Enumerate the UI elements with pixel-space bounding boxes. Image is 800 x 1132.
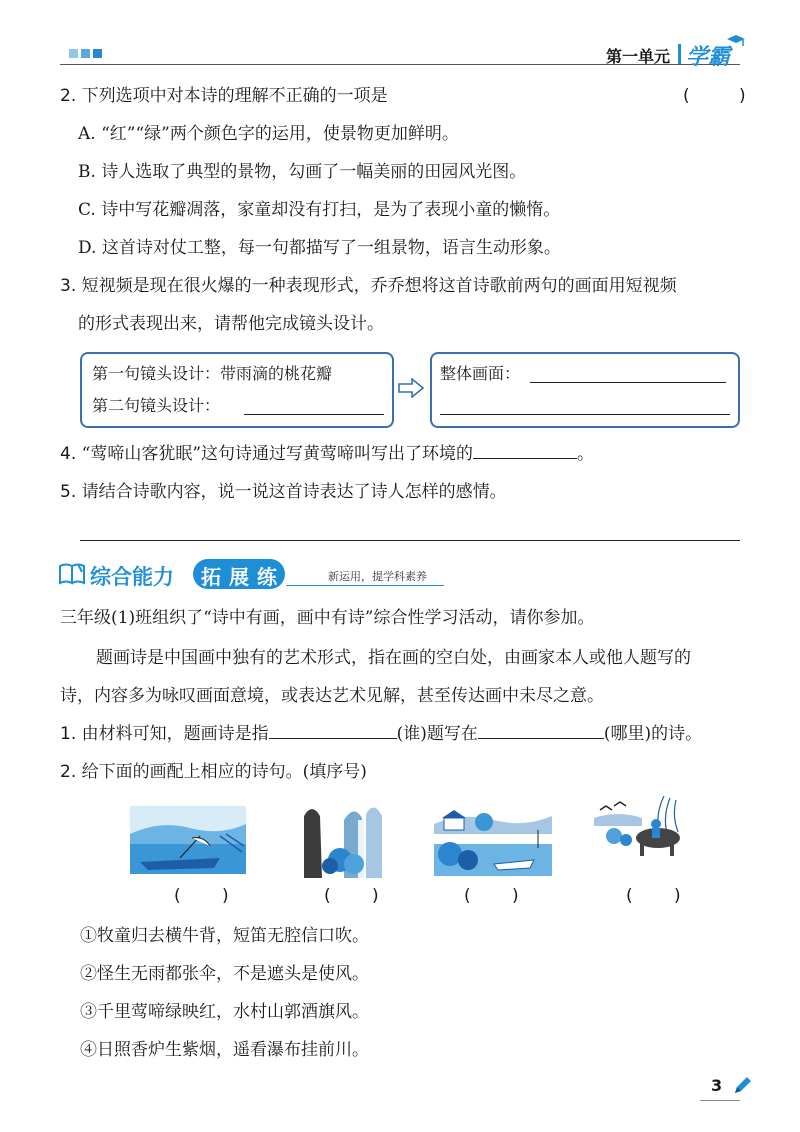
aq1-blank-who[interactable] (269, 737, 397, 739)
aq1-text: 1. 由材料可知，题画诗是指 (谁)题写在 (哪里)的诗。 (60, 724, 703, 744)
q2-stem: 2. 下列选项中对本诗的理解不正确的一项是 (60, 86, 388, 106)
q4-blank[interactable] (473, 457, 577, 459)
picture-3-answer[interactable]: ( ) (464, 886, 537, 906)
badge-char-3: 练 (257, 565, 277, 589)
poem-3: ③千里莺啼绿映红，水村山郭酒旗风。 (80, 1002, 369, 1022)
book-icon (58, 562, 88, 586)
q2-option-a: A. “红”“绿”两个颜色字的运用，使景物更加鲜明。 (78, 124, 459, 144)
village-river-painting (434, 804, 552, 876)
activity-intro: 三年级(1)班组织了“诗中有画，画中有诗”综合性学习活动，请你参加。 (60, 608, 595, 628)
header-decoration (69, 49, 103, 58)
poem-2: ②怪生无雨都张伞，不是遮头是使风。 (80, 964, 369, 984)
section-underline (286, 585, 444, 586)
q2-option-d: D. 这首诗对仗工整，每一句都描写了一组景物，语言生动形象。 (78, 238, 561, 258)
poem-4: ④日照香炉生紫烟，遥看瀑布挂前川。 (80, 1040, 369, 1060)
badge-char-1: 拓 (201, 565, 221, 589)
section-subtitle: 新运用，提学科素养 (328, 570, 427, 583)
material-line2: 诗，内容多为咏叹画面意境，或表达艺术见解，甚至传达画中未尽之意。 (60, 686, 604, 706)
arrow-right-icon (398, 378, 424, 398)
picture-1-answer[interactable]: ( ) (174, 886, 247, 906)
herdboy-ox-painting (594, 796, 688, 860)
picture-4-answer[interactable]: ( ) (626, 886, 699, 906)
overall-blank-2[interactable] (440, 414, 730, 415)
overall-blank-1[interactable] (530, 382, 726, 383)
pen-icon (732, 1076, 752, 1096)
q2-option-b: B. 诗人选取了典型的景物，勾画了一幅美丽的田园风光图。 (78, 162, 527, 182)
q5-answer-line[interactable] (80, 540, 740, 541)
waterfall-mountain-painting (300, 800, 386, 878)
overall-label: 整体画面： (440, 364, 521, 383)
q4-text: 4. “莺啼山客犹眠”这句诗通过写黄莺啼叫写出了环境的 。 (60, 444, 595, 464)
shot2-label: 第二句镜头设计： (92, 396, 221, 415)
material-line1: 题画诗是中国画中独有的艺术形式，指在画的空白处，由画家本人或他人题写的 (96, 648, 691, 668)
q5-text: 5. 请结合诗歌内容，说一说这首诗表达了诗人怎样的感情。 (60, 482, 507, 502)
shot-design-box (80, 352, 394, 428)
footer-rule (700, 1100, 740, 1101)
shot2-blank[interactable] (244, 414, 384, 415)
overall-scene-box (430, 352, 740, 428)
boat-sail-painting (130, 806, 246, 874)
badge-char-2: 展 (229, 565, 249, 589)
graduation-cap-icon (726, 34, 746, 48)
aq2-text: 2. 给下面的画配上相应的诗句。(填序号) (60, 762, 367, 782)
page-number: 3 (711, 1076, 723, 1095)
picture-2-answer[interactable]: ( ) (324, 886, 397, 906)
header-divider (678, 44, 681, 64)
poem-1: ①牧童归去横牛背，短笛无腔信口吹。 (80, 926, 369, 946)
q3-line1: 3. 短视频是现在很火爆的一种表现形式，乔乔想将这首诗歌前两句的画面用短视频 (60, 276, 677, 296)
q2-answer-paren[interactable]: ( ) (683, 86, 768, 106)
brand-logo: 学霸 (686, 45, 731, 70)
q2-option-c: C. 诗中写花瓣凋落，家童却没有打扫，是为了表现小童的懒惰。 (78, 200, 561, 220)
q3-line2: 的形式表现出来，请帮他完成镜头设计。 (78, 314, 384, 334)
shot1-label: 第一句镜头设计：带雨滴的桃花瓣 (92, 364, 333, 383)
unit-title: 第一单元 (606, 47, 671, 66)
section-badge (193, 559, 285, 589)
aq1-blank-where[interactable] (478, 737, 604, 739)
section-title: 综合能力 (90, 565, 174, 589)
